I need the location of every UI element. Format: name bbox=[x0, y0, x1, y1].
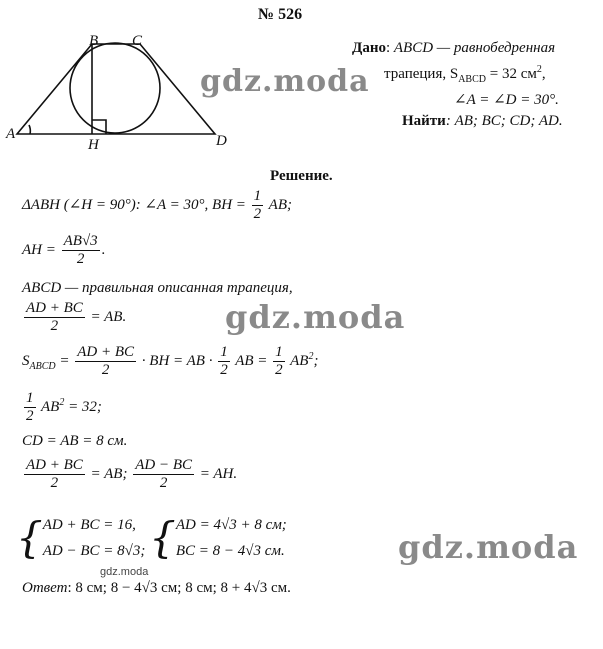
angle-a-arc bbox=[29, 125, 30, 134]
l8-mid: = AB; bbox=[90, 465, 128, 482]
l6-den: 2 bbox=[26, 408, 34, 424]
l4-den: 2 bbox=[24, 317, 85, 335]
l8-frac-1 bbox=[24, 457, 85, 492]
solution-line-5 bbox=[22, 344, 318, 379]
find-text: : AB; BC; CD; AD. bbox=[445, 113, 563, 129]
sys1-b: AD − BC = 8√3; bbox=[42, 543, 146, 559]
solution-line-8 bbox=[22, 457, 237, 492]
watermark-2: gdz.moda bbox=[225, 298, 406, 336]
l1-num: 1 bbox=[253, 188, 262, 204]
vertex-label-b: B bbox=[89, 33, 99, 49]
l1-den: 2 bbox=[253, 206, 262, 222]
answer-text: : 8 см; 8 − 4√3 см; 8 см; 8 + 4√3 см. bbox=[67, 580, 291, 596]
solution-line-7: CD = AB = 8 см. bbox=[22, 433, 128, 449]
l5-pre: S bbox=[22, 352, 30, 369]
l8-den2: 2 bbox=[133, 474, 194, 492]
l5-semi: ; bbox=[313, 352, 319, 369]
watermark-1: gdz.moda bbox=[200, 64, 370, 99]
l8-num2: AD − BC bbox=[135, 457, 193, 473]
problem-number: № 526 bbox=[258, 6, 303, 23]
l5-sub: ABCD bbox=[29, 360, 56, 372]
given-text-2b: = 32 см bbox=[485, 66, 537, 82]
l5-sup: 2 bbox=[308, 350, 314, 362]
sys1-a: AD + BC = 16, bbox=[42, 517, 136, 533]
l8-num1: AD + BC bbox=[26, 457, 83, 473]
l5-end: AB bbox=[290, 352, 309, 369]
l6-post: AB bbox=[40, 398, 60, 415]
solution-line-6 bbox=[22, 390, 102, 425]
l2-post: . bbox=[101, 241, 106, 258]
l2-frac bbox=[62, 233, 100, 268]
l6-sup: 2 bbox=[59, 396, 65, 408]
system-1 bbox=[43, 512, 146, 564]
vertex-label-c: C bbox=[132, 33, 143, 49]
system-2 bbox=[176, 512, 287, 564]
l6-num: 1 bbox=[26, 390, 34, 406]
inscribed-circle bbox=[70, 43, 160, 133]
l5-num2: 1 bbox=[220, 344, 228, 360]
given-text-2c: , bbox=[541, 66, 546, 82]
l5-num3: 1 bbox=[275, 344, 283, 360]
given-line-2 bbox=[384, 64, 546, 85]
trapezoid-outline bbox=[17, 44, 215, 134]
vertex-label-a: A bbox=[6, 126, 16, 142]
l8-end: = AH. bbox=[199, 465, 238, 482]
given-line-1: Дано: ABCD — равнобедренная bbox=[352, 40, 556, 56]
solution-line-4 bbox=[22, 300, 126, 335]
answer-label: Ответ bbox=[22, 580, 68, 596]
systems-block bbox=[16, 512, 287, 564]
given-sub: ABCD bbox=[458, 74, 486, 85]
solution-title: Решение. bbox=[270, 168, 333, 184]
l5-num: AD + BC bbox=[77, 344, 135, 360]
solution-line-1 bbox=[22, 188, 292, 223]
sys2-a: AD = 4√3 + 8 см; bbox=[175, 517, 287, 533]
vertex-label-h: H bbox=[88, 137, 99, 153]
given-line-3: ∠A = ∠D = 30°. bbox=[454, 92, 559, 108]
sys2-b: BC = 8 − 4√3 см. bbox=[175, 543, 285, 559]
l1-pre: ΔABH (∠H = 90°): ∠A = 30°, BH = bbox=[22, 196, 246, 213]
l4-frac bbox=[24, 300, 85, 335]
l5-mid2: AB = bbox=[235, 352, 268, 369]
l2-pre: AH = bbox=[22, 241, 56, 258]
answer-line bbox=[22, 580, 291, 597]
l8-den1: 2 bbox=[24, 474, 85, 492]
l5-den3: 2 bbox=[275, 362, 283, 378]
l5-den: 2 bbox=[75, 361, 136, 379]
brace-1: { bbox=[16, 513, 43, 562]
l5-mid: · BH = AB · bbox=[141, 352, 213, 369]
l2-den: 2 bbox=[62, 250, 100, 268]
l5-eq: = bbox=[55, 352, 70, 369]
vertex-label-d: D bbox=[216, 133, 227, 149]
l5-frac-3 bbox=[273, 344, 285, 379]
l4-post: = AB. bbox=[90, 308, 127, 325]
watermark-small: gdz.moda bbox=[100, 566, 149, 578]
solution-line-2 bbox=[22, 233, 105, 268]
l5-frac-1 bbox=[75, 344, 136, 379]
l4-num: AD + BC bbox=[26, 300, 83, 316]
l6-end: = 32; bbox=[64, 398, 102, 415]
solution-line-3: ABCD — правильная описанная трапеция, bbox=[22, 280, 293, 296]
l8-frac-2 bbox=[133, 457, 194, 492]
given-text-1: ABCD — равнобедренная bbox=[393, 40, 556, 56]
find-label: Найти bbox=[402, 113, 446, 129]
l6-frac bbox=[24, 390, 36, 425]
l5-den2: 2 bbox=[220, 362, 228, 378]
find-line bbox=[402, 113, 563, 130]
given-label: Дано bbox=[352, 40, 386, 56]
l1-post: AB; bbox=[268, 196, 292, 213]
l1-frac bbox=[252, 188, 264, 223]
watermark-3: gdz.moda bbox=[398, 528, 579, 566]
l2-num: AB√3 bbox=[63, 233, 98, 249]
brace-2: { bbox=[149, 513, 176, 562]
given-sup: 2 bbox=[536, 64, 542, 75]
l5-frac-2 bbox=[218, 344, 230, 379]
given-text-2a: трапеция, S bbox=[384, 66, 459, 82]
